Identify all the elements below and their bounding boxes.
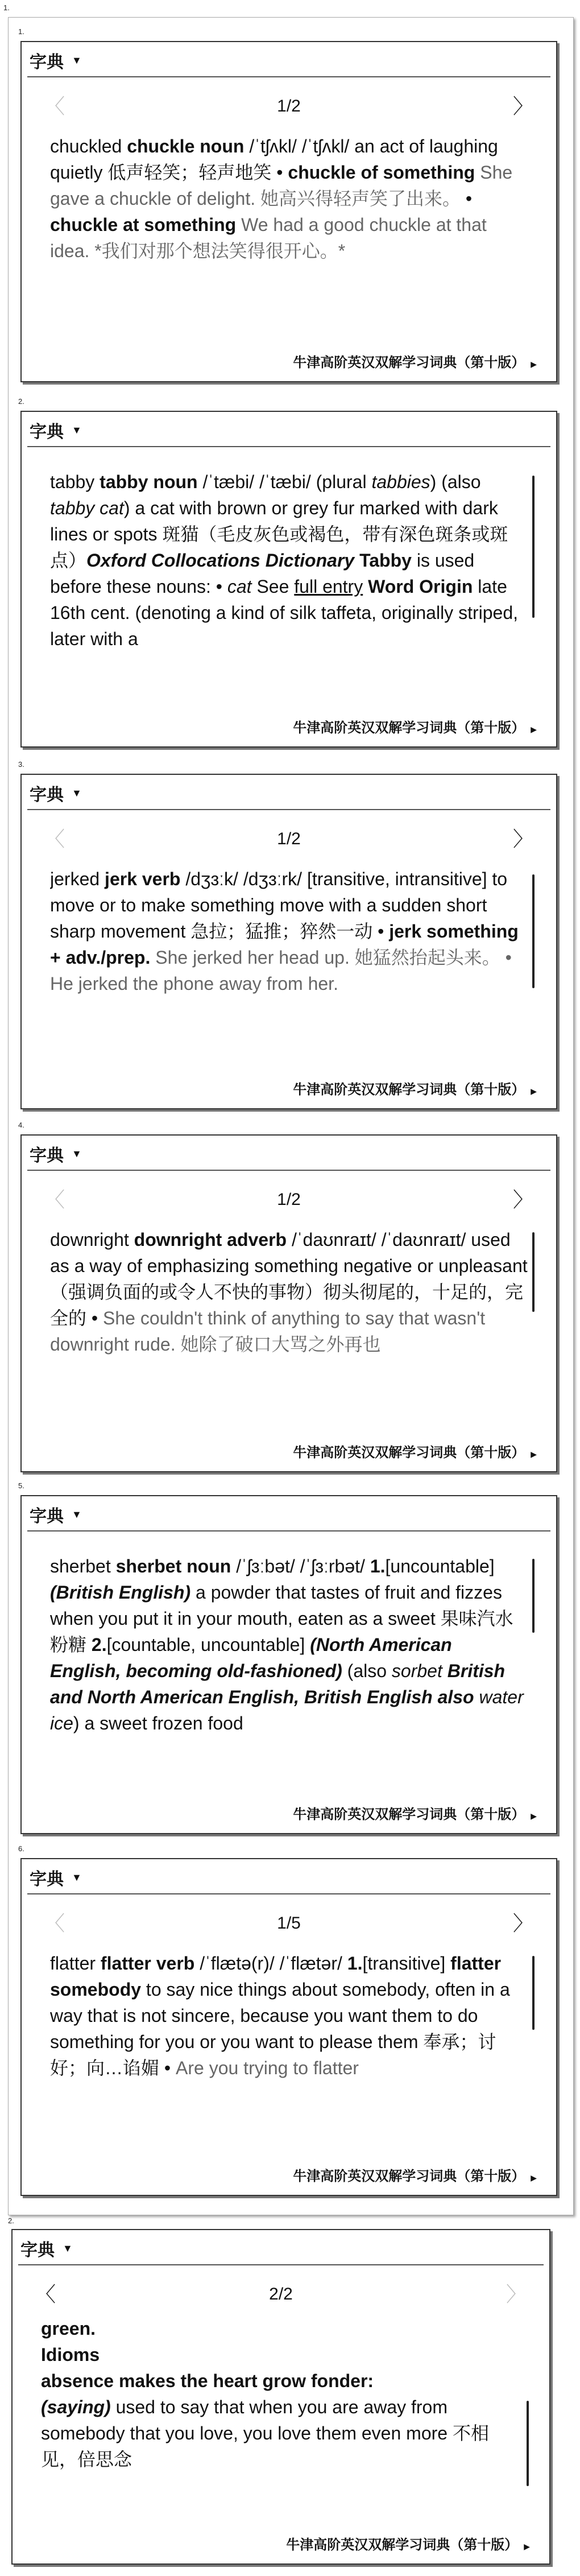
definition-segment: tabby noun — [100, 472, 198, 492]
definition-segment: 1. — [370, 1556, 386, 1576]
definition-segment: downright — [50, 1229, 134, 1250]
page-indicator: 1/5 — [277, 1914, 301, 1933]
divider — [27, 1530, 550, 1531]
definition-segment: Word Origin — [363, 576, 473, 597]
previous-page-icon[interactable]: 〈 — [44, 1188, 65, 1211]
card-number-label: 4. — [18, 1121, 24, 1129]
definition-segment: She gave a chuckle of delight. 她高兴得轻声笑了出来。 — [50, 162, 513, 209]
divider — [27, 76, 550, 77]
page-indicator: 1/2 — [277, 97, 301, 115]
dictionary-source-label: 牛津高阶英汉双解学习词典（第十版） — [293, 354, 525, 370]
card-title: 字典 — [30, 1869, 64, 1889]
definition-segment: /dʒɜːk/ /dʒɜːrk/ [transitive, intransitive] to move or to make something move with a sudden short sharp movement 急拉；猛推；猝然一动 • — [50, 869, 508, 942]
dictionary-source-label: 牛津高阶英汉双解学习词典（第十版） — [293, 1806, 525, 1822]
definition-segment: chuckled — [50, 136, 127, 156]
next-page-icon[interactable]: 〉 — [512, 94, 533, 118]
definition-segment: tabby cat — [50, 498, 124, 518]
dictionary-source-link[interactable] — [293, 1441, 537, 1461]
previous-page-icon[interactable]: 〈 — [44, 827, 65, 851]
definition-segment: jerked — [50, 869, 105, 889]
card-number-label: 2. — [18, 397, 24, 406]
next-page-icon[interactable]: 〉 — [512, 1912, 533, 1935]
definition-segment: tabby — [50, 472, 100, 492]
dictionary-source-link[interactable] — [293, 1803, 537, 1823]
dictionary-card — [20, 411, 557, 748]
arrow-right-icon: ▶ — [531, 2174, 537, 2183]
dictionary-source-link[interactable] — [293, 351, 537, 371]
definition-segment: downright adverb — [134, 1229, 287, 1250]
card-title: 字典 — [30, 1506, 64, 1526]
card-title: 字典 — [20, 2240, 55, 2260]
dictionary-source-label: 牛津高阶英汉双解学习词典（第十版） — [293, 1081, 525, 1097]
page-indicator: 1/2 — [277, 1190, 301, 1209]
definition-segment: tabbies — [371, 472, 430, 492]
dropdown-caret-icon: ▼ — [72, 54, 82, 66]
pager — [44, 825, 533, 853]
arrow-right-icon: ▶ — [531, 1450, 537, 1459]
dictionary-card — [20, 1495, 557, 1834]
arrow-right-icon: ▶ — [531, 725, 537, 734]
dropdown-caret-icon: ▼ — [63, 2242, 73, 2254]
definition-segment: /ˈtæbi/ /ˈtæbi/ (plural — [197, 472, 372, 492]
definition-segment: (saying) — [41, 2397, 111, 2417]
dictionary-card — [20, 1858, 557, 2196]
scrollbar[interactable] — [532, 874, 535, 988]
card-title: 字典 — [30, 785, 64, 805]
divider — [27, 809, 550, 810]
definition-text — [41, 2315, 521, 2509]
card-title: 字典 — [30, 52, 64, 72]
next-page-icon[interactable]: 〉 — [512, 827, 533, 851]
dictionary-card — [20, 774, 557, 1109]
card-header[interactable] — [30, 48, 82, 73]
definition-segment: /ˈtʃʌkl/ /ˈtʃʌkl/ an act of laughing quietly 低声轻笑；轻声地笑 • — [50, 136, 498, 183]
card-number-label: 6. — [18, 1844, 24, 1853]
definition-segment: 2. — [91, 1634, 107, 1655]
card-number-label: 1. — [18, 27, 24, 36]
arrow-right-icon: ▶ — [524, 2542, 530, 2552]
previous-page-icon[interactable]: 〈 — [35, 2282, 56, 2306]
definition-segment: We had a good chuckle at that idea. *我们对那个想法笑得很开心。* — [50, 214, 487, 261]
definition-segment: She jerked her head up. 她猛然抬起头来。 • He jerked the phone away from her. — [50, 947, 512, 994]
definition-segment — [442, 1661, 448, 1681]
definition-segment: flatter somebody — [50, 1953, 502, 2000]
previous-page-icon[interactable]: 〈 — [44, 1912, 65, 1935]
dictionary-source-link[interactable] — [293, 1078, 537, 1098]
card-header[interactable] — [30, 418, 82, 443]
dictionary-card — [20, 1134, 557, 1472]
definition-segment: late 16th cent. (denoting a kind of silk taffeta, originally striped, later with a — [50, 576, 518, 649]
last-number-label: 2. — [8, 2216, 14, 2225]
definition-segment: Idioms — [41, 2344, 100, 2365]
definition-text — [50, 1553, 528, 1769]
definition-segment: British and North American English, British English also — [50, 1661, 506, 1707]
definition-segment: See — [251, 576, 295, 597]
card-number-label: 3. — [18, 760, 24, 769]
definition-segment: is used before these nouns: • — [50, 550, 475, 597]
dictionary-card — [11, 2229, 550, 2565]
definition-text — [50, 469, 528, 679]
next-page-icon[interactable]: 〉 — [506, 2282, 527, 2306]
card-header[interactable] — [20, 2236, 73, 2261]
dictionary-source-label: 牛津高阶英汉双解学习词典（第十版） — [286, 2537, 519, 2553]
dictionary-card — [20, 41, 557, 382]
definition-segment: Are you trying to flatter — [176, 2058, 359, 2078]
dictionary-source-label: 牛津高阶英汉双解学习词典（第十版） — [293, 2168, 525, 2184]
card-header[interactable] — [30, 1865, 82, 1890]
definition-segment: a powder that tastes of fruit and fizzes when you put it in your mouth, eaten as a sweet 果味汽水粉糖 — [50, 1582, 513, 1655]
definition-segment: /ˈflætə(r)/ /ˈflætər/ — [194, 1953, 347, 1974]
arrow-right-icon: ▶ — [531, 1812, 537, 1821]
divider — [27, 1170, 550, 1171]
definition-segment: [uncountable] — [385, 1556, 495, 1576]
dictionary-source-link[interactable] — [293, 2165, 537, 2185]
definition-segment: She couldn't think of anything to say that wasn't downright rude. 她除了破口大骂之外再也 — [50, 1308, 486, 1355]
definition-text — [50, 1950, 528, 2132]
pager — [44, 92, 533, 121]
dictionary-source-label: 牛津高阶英汉双解学习词典（第十版） — [293, 1444, 525, 1460]
dictionary-source-link[interactable] — [293, 716, 537, 736]
page-indicator: 2/2 — [269, 2285, 293, 2303]
definition-segment: ) (also — [430, 472, 481, 492]
page-indicator: 1/2 — [277, 829, 301, 848]
definition-segment: chuckle of something — [288, 162, 475, 183]
pager — [44, 1909, 533, 1938]
arrow-right-icon: ▶ — [531, 360, 537, 369]
definition-segment: sorbet — [391, 1661, 442, 1681]
definition-segment: Tabby — [354, 550, 412, 571]
scrollbar[interactable] — [532, 1956, 535, 2030]
card-title: 字典 — [30, 1146, 64, 1166]
definition-segment: green. — [41, 2318, 96, 2339]
dictionary-source-label: 牛津高阶英汉双解学习词典（第十版） — [293, 720, 525, 736]
dropdown-caret-icon: ▼ — [72, 787, 82, 799]
card-number-label: 5. — [18, 1481, 24, 1490]
dropdown-caret-icon: ▼ — [72, 1508, 82, 1520]
divider — [18, 2264, 544, 2265]
definition-segment: /ˈʃɜːbət/ /ˈʃɜːrbət/ — [231, 1556, 370, 1576]
divider — [27, 1893, 550, 1894]
dictionary-source-link[interactable] — [286, 2533, 530, 2553]
scrollbar[interactable] — [532, 476, 535, 618]
dropdown-caret-icon: ▼ — [72, 424, 82, 436]
arrow-right-icon: ▶ — [531, 1087, 537, 1096]
definition-segment: ) a sweet frozen food — [73, 1713, 243, 1733]
card-header[interactable] — [30, 781, 82, 806]
definition-segment: sherbet — [50, 1556, 116, 1576]
card-header[interactable] — [30, 1141, 82, 1166]
definition-segment: Oxford Collocations Dictionary — [86, 550, 355, 571]
definition-segment[interactable]: full entry — [294, 576, 363, 597]
dropdown-caret-icon: ▼ — [72, 1147, 82, 1159]
scrollbar[interactable] — [532, 1232, 535, 1312]
definition-segment: /ˈdaʊnraɪt/ /ˈdaʊnraɪt/ used as a way of emphasizing something negative or unpleasant （强调负面的或令人不快的事物）彻头彻尾的，十足的，完全的 • — [50, 1229, 528, 1328]
definition-segment: jerk something + adv./prep. — [50, 921, 519, 968]
definition-text — [50, 133, 528, 315]
definition-text — [50, 866, 528, 1025]
scrollbar[interactable] — [527, 2401, 529, 2486]
definition-segment: sherbet noun — [115, 1556, 231, 1576]
definition-segment: • — [461, 188, 473, 209]
definition-segment: ) a cat with brown or grey fur marked with dark lines or spots 斑猫（毛皮灰色或褐色，带有深色斑条或斑点） — [50, 498, 508, 571]
definition-segment: cat — [227, 576, 252, 597]
definition-segment: to say nice things about somebody, often in a way that is not sincere, because you want them to do something for you or you want to please them 奉承；讨好；向…谄媚 • — [50, 1979, 510, 2078]
definition-segment: chuckle noun — [127, 136, 245, 156]
definition-segment: used to say that when you are away from somebody that you love, you love them even more 不相见，倍思念 — [41, 2397, 489, 2470]
next-page-icon[interactable]: 〉 — [512, 1188, 533, 1211]
definition-segment: [transitive] — [362, 1953, 451, 1974]
definition-segment: flatter verb — [100, 1953, 195, 1974]
definition-segment: (North American English, becoming old-fashioned) — [50, 1634, 452, 1681]
pager — [35, 2280, 527, 2309]
divider — [27, 446, 550, 447]
card-title: 字典 — [30, 422, 64, 442]
definition-segment: chuckle at something — [50, 214, 237, 235]
definition-segment: 1. — [347, 1953, 363, 1974]
definition-segment: (British English) — [50, 1582, 191, 1603]
definition-segment: water ice — [50, 1687, 524, 1733]
pager — [44, 1186, 533, 1214]
outer-number-label: 1. — [3, 3, 10, 12]
dropdown-caret-icon: ▼ — [72, 1871, 82, 1883]
card-header[interactable] — [30, 1502, 82, 1527]
definition-segment: (also — [342, 1661, 392, 1681]
definition-segment: absence makes the heart grow fonder: — [41, 2371, 374, 2391]
scrollbar[interactable] — [532, 1559, 535, 1633]
definition-segment: [countable, uncountable] — [106, 1634, 310, 1655]
definition-segment: flatter — [50, 1953, 101, 1974]
previous-page-icon[interactable]: 〈 — [44, 94, 65, 118]
definition-text — [50, 1227, 528, 1386]
definition-segment: jerk verb — [105, 869, 181, 889]
